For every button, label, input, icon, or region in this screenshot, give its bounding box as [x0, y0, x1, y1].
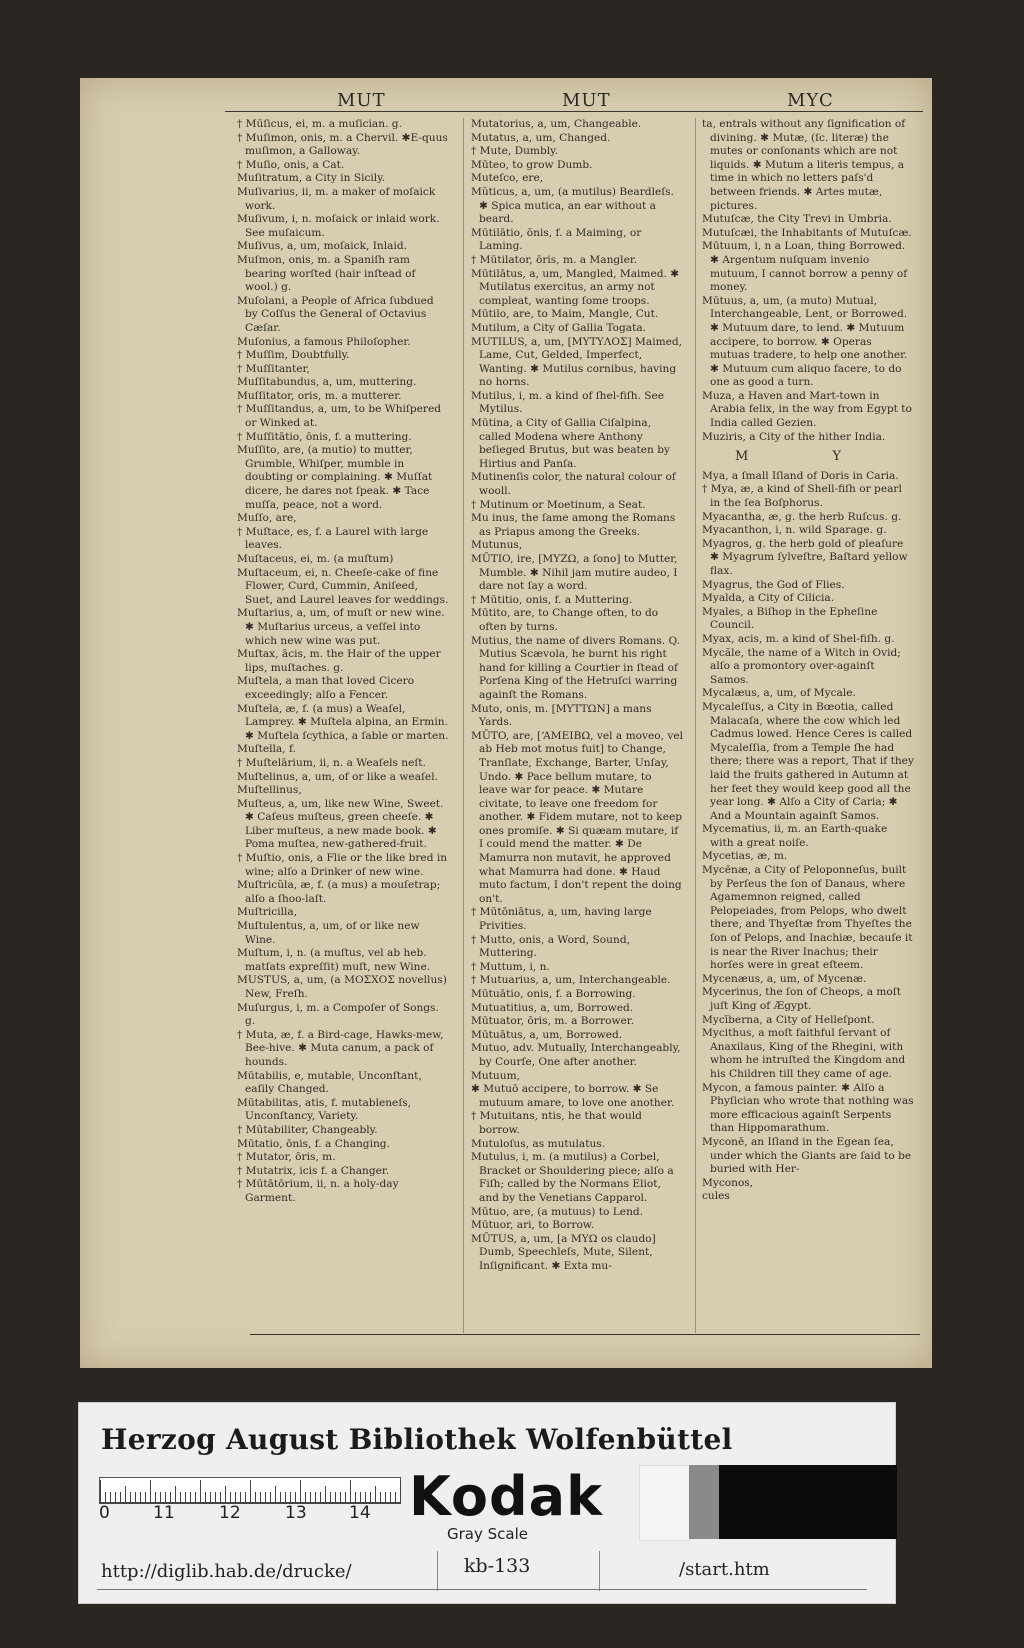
- ruler-tick: [375, 1486, 376, 1502]
- ruler-tick: [245, 1492, 246, 1502]
- ruler-tick: [215, 1492, 216, 1502]
- ruler-tick: [260, 1492, 261, 1502]
- ruler-tick: [105, 1492, 106, 1502]
- dictionary-entry: Muſtaceus, ei, m. (a muſtum): [237, 553, 394, 565]
- dictionary-entry: Mūtuus, a, um, (a muto) Mutual, Interchangeable, Lent, or Borrowed. ✱ Mutuum dare, to lend. ✱ Mutuum accipere, to borrow. ✱ Operas mutuas tradere, to help one another. ✱ Mutuum cum aliquo facere, to do one as good a turn.: [702, 294, 908, 389]
- dictionary-entry: Mūtabilitas, atis, f. mutableneſs, Unconſtancy, Variety.: [237, 1096, 412, 1123]
- color-target-card: [78, 1402, 896, 1604]
- dictionary-entry: Mūtilātio, ōnis, f. a Maiming, or Laming.: [471, 226, 642, 253]
- dictionary-entry: ta, entrals without any ſignification of divining. ✱ Mutæ, (ſc. literæ) the mutes or conſonants which are not liquids. ✱ Mutum a literis tempus, a time in which no letters paſs'd between friends. ✱ Artes mutæ, pictures.: [702, 118, 906, 212]
- dictionary-entry: Muſtella, f.: [237, 743, 296, 756]
- dictionary-entry: Mūtuātus, a, um, Borrowed.: [471, 1028, 623, 1041]
- ruler-tick: [160, 1492, 161, 1502]
- running-head-right: MYC: [787, 90, 834, 111]
- dictionary-entry: Mutatorius, a, um, Changeable.: [471, 118, 642, 130]
- gray-patch-black: [719, 1465, 897, 1539]
- dictionary-entry: † Mutto, onis, a Word, Sound, Muttering.: [471, 933, 630, 960]
- dictionary-entry: Muſteus, a, um, like new Wine, Sweet. ✱ Caſeus muſteus, green cheeſe. ✱ Liber muſteus, a new made book. ✱ Poma muſtea, new-gathered-fruit.: [237, 797, 444, 851]
- ruler-tick: [195, 1492, 196, 1502]
- dictionary-entry: Mutius, the name of divers Romans. Q. Mutius Scævola, he burnt his right hand for killing a Courtier in ſtead of Porſena King of the Hetruſci warring againſt the Romans.: [471, 634, 681, 701]
- dictionary-entry: Muſtricilla,: [237, 906, 298, 919]
- dictionary-entry: Muſmon, onis, m. a Spaniſh ram bearing worſted (hair inſtead of wool.) g.: [237, 253, 416, 294]
- dictionary-entry: Mutinenſis color, the natural colour of wooll.: [471, 471, 676, 498]
- dictionary-entry: Mu inus, the ſame among the Romans as Priapus among the Greeks.: [471, 512, 676, 538]
- dictionary-entry: Muſtelinus, a, um, of or like a weaſel.: [237, 770, 438, 783]
- dictionary-entry: Muſtellinus,: [237, 784, 302, 797]
- dictionary-entry: Myax, acis, m. a kind of Shel-fiſh. g.: [702, 632, 895, 645]
- dictionary-entry: † Muſſitandus, a, um, to be Whiſpered or Winked at.: [237, 403, 441, 430]
- dictionary-entry: † Mya, æ, a kind of Shell-fiſh or pearl in the ſea Boſphorus.: [702, 483, 902, 510]
- dictionary-entry: † Muſſitātio, ōnis, f. a muttering.: [237, 430, 412, 443]
- ruler-tick: [225, 1486, 226, 1502]
- dictionary-entry: Mūtabilis, e, mutable, Unconſtant, eaſily Changed.: [237, 1069, 422, 1096]
- ruler-tick: [290, 1492, 291, 1502]
- ruler-tick: [340, 1492, 341, 1502]
- dictionary-entry: ✱ Mutuō accipere, to borrow. ✱ Se mutuum amare, to love one another.: [471, 1083, 675, 1109]
- dictionary-entry: Muſſito, are, (a mutio) to mutter, Grumble, Whiſper, mumble in doubting or complaining. ✱ Muſſat dicere, he dares not ſpeak. ✱ Tace muſſa, peace, not a word.: [237, 444, 433, 511]
- dictionary-entry: Muſſo, are,: [237, 512, 297, 525]
- gray-patch-mid: [689, 1465, 719, 1539]
- dictionary-entry: Mutilus, i, m. a kind of ſhel-fiſh. See Mytilus.: [471, 389, 665, 416]
- ruler-tick: [325, 1486, 326, 1502]
- dictionary-entry: Mycenæus, a, um, of Mycenæ.: [702, 972, 867, 985]
- dictionary-entry: Mycaleſſus, a City in Bœotia, called Malacaſa, where the cow which led Cadmus lowed. Hence Ceres is called Mycaleſſia, from a Temple ſhe had there; there was a report, That if they laid the fruits gathered in Autumn at her feet they would keep good all the year long. ✱ Alſo a City of Caria; ✱ And a Mountain againſt Samos.: [702, 700, 914, 822]
- ruler-tick: [345, 1492, 346, 1502]
- dictionary-entry: † Mutuitans, ntis, he that would borrow.: [471, 1110, 642, 1136]
- section-heading: M Y: [734, 449, 882, 465]
- footer-rule: [250, 1334, 920, 1335]
- ruler-tick: [250, 1480, 251, 1502]
- dictionary-entry: Mycon, a famous painter. ✱ Alſo a Phyſician who wrote that nothing was more efficacious againſt Serpents than Hippomarathum.: [702, 1081, 914, 1135]
- ruler-tick: [125, 1486, 126, 1502]
- dictionary-entry: Mūteo, to grow Dumb.: [471, 158, 593, 171]
- dictionary-entry: † Mūſicus, ei, m. a muſician. g.: [237, 118, 402, 130]
- dictionary-entry: Myconos,: [702, 1176, 754, 1189]
- dictionary-entry: Myacantha, æ, g. the herb Ruſcus. g.: [702, 510, 902, 523]
- dictionary-entry: † Muſſitanter,: [237, 362, 310, 375]
- ruler-label: 12: [219, 1503, 241, 1523]
- dictionary-entry: Myconē, an Iſland in the Egean ſea, under which the Giants are ſaid to be buried with Her-: [702, 1135, 912, 1176]
- dictionary-entry: † Muſtio, onis, a Flie or the like bred in wine; alſo a Drinker of new wine.: [237, 852, 448, 878]
- ruler-tick: [155, 1492, 156, 1502]
- dictionary-entry: Muſolani, a People of Africa ſubdued by Coſſus the General of Octavius Cæſar.: [237, 294, 434, 334]
- scan-code: kb-133: [464, 1555, 531, 1577]
- ruler-tick: [305, 1492, 306, 1502]
- ruler-tick: [365, 1492, 366, 1502]
- dictionary-entry: † Muſtelārium, ii, n. a Weaſels neſt.: [237, 756, 426, 769]
- ruler-tick: [145, 1492, 146, 1502]
- gray-patch-white: [639, 1465, 691, 1541]
- dictionary-entry: Mutuſcæi, the Inhabitants of Mutuſcæ.: [702, 226, 912, 239]
- ruler-tick: [295, 1492, 296, 1502]
- ruler-tick: [330, 1492, 331, 1502]
- ruler-tick: [220, 1492, 221, 1502]
- ruler-tick: [180, 1492, 181, 1502]
- dictionary-entry: Muſſitator, oris, m. a mutterer.: [237, 389, 402, 402]
- dictionary-entry: Muſtulentus, a, um, of or like new Wine.: [237, 920, 420, 946]
- ruler-tick: [190, 1492, 191, 1502]
- dictionary-entry: MUTILUS, a, um, [MΥΤΥΛΟΣ] Maimed, Lame, Cut, Gelded, Imperfect, Wanting. ✱ Mutilus cornibus, having no horns.: [471, 335, 683, 389]
- gray-scale-label: Gray Scale: [447, 1525, 528, 1543]
- ruler-tick: [280, 1492, 281, 1502]
- ruler-tick: [265, 1492, 266, 1502]
- dictionary-entry: Mycēnæ, a City of Peloponneſus, built by Perſeus the ſon of Danaus, where Agamemnon reigned, called Pelopeiades, from Pelops, who dwelt there, and Thyeſtæ from Thyeſtes the ſon of Pelops, and Inachiæ, becauſe it is near the River Inachus; their horſes were in great eſteem.: [702, 864, 913, 972]
- ruler-tick: [275, 1486, 276, 1502]
- dictionary-entry: † Muttum, i, n.: [471, 960, 550, 973]
- dictionary-entry: Mūtuator, ōris, m. a Borrower.: [471, 1015, 635, 1028]
- dictionary-entry: Muſurgus, i, m. a Compoſer of Songs. g.: [237, 1001, 439, 1028]
- dictionary-entry: Myalda, a City of Cilicia.: [702, 592, 835, 605]
- header-rule: [225, 111, 923, 112]
- dictionary-entry: Mycematius, ii, m. an Earth-quake with a great noiſe.: [702, 823, 888, 849]
- ruler-tick: [120, 1492, 121, 1502]
- dictionary-entry: Muſitratum, a City in Sicily.: [237, 172, 386, 185]
- scale-ruler: [99, 1477, 399, 1521]
- dictionary-entry: † Mūtilator, ōris, m. a Mangler.: [471, 253, 638, 266]
- ruler-tick: [355, 1492, 356, 1502]
- ruler-ticks: [99, 1477, 401, 1504]
- dictionary-entry: Mycetias, æ, m.: [702, 850, 788, 863]
- ruler-tick: [235, 1492, 236, 1502]
- dictionary-entry: Mutunus,: [471, 539, 523, 552]
- ruler-labels: [99, 1503, 419, 1523]
- card-separator: [599, 1551, 600, 1591]
- ruler-tick: [300, 1480, 301, 1502]
- dictionary-entry: Mutuatitius, a, um, Borrowed.: [471, 1001, 634, 1014]
- dictionary-entry: † Mutinum or Moetinum, a Seat.: [471, 498, 646, 511]
- start-path: /start.htm: [679, 1559, 770, 1580]
- ruler-tick: [200, 1480, 201, 1502]
- dictionary-entry: Muteſco, ere,: [471, 172, 544, 185]
- dictionary-entry: MŪTO, are, [‘AMEIBΩ, vel a moveo, vel ab Heb mot motus fuit] to Change, Tranſlate, Exchange, Barter, Unſay, Undo. ✱ Pace bellum mutare, to leave war for peace. ✱ Mutare civitate, to leave one freedom for another. ✱ Fidem mutare, not to keep ones promiſe. ✱ Si quæam mutare, if I could mend the matter. ✱ De Mamurra non mutavit, he approved what Mamurra had done. ✱ Haud muto factum, I don't repent the doing on't.: [471, 729, 683, 905]
- dictionary-entry: † Mūtitio, onis, f. a Muttering.: [471, 593, 633, 606]
- ruler-tick: [380, 1492, 381, 1502]
- dictionary-entry: Mutuloſus, as mutulatus.: [471, 1137, 606, 1150]
- dictionary-entry: † Mūtōniātus, a, um, having large Privities.: [471, 906, 652, 933]
- dictionary-entry: cules: [702, 1190, 730, 1203]
- dictionary-entry: Mŭticus, a, um, (a mutilus) Beardleſs. ✱ Spica mutica, an ear without a beard.: [471, 185, 674, 226]
- dictionary-entry: Mūtilātus, a, um, Mangled, Maimed. ✱ Mutilatus exercitus, an army not compleat, wanting ſome troops.: [471, 267, 680, 307]
- url-underline: [97, 1589, 867, 1590]
- dictionary-entry: Mutatus, a, um, Changed.: [471, 131, 611, 144]
- dictionary-entry: Myales, a Biſhop in the Epheſine Council.: [702, 605, 878, 632]
- dictionary-entry: Mūtina, a City of Gallia Ciſalpina, called Modena where Anthony beſieged Brutus, but was beaten by Hirtius and Panſa.: [471, 417, 671, 470]
- dictionary-entry: Muza, a Haven and Mart-town in Arabia felix, in the way from Egypt to India called Gezien.: [702, 389, 912, 430]
- ruler-tick: [230, 1492, 231, 1502]
- ruler-tick: [315, 1492, 316, 1502]
- ruler-tick: [350, 1480, 351, 1502]
- dictionary-column-2: [471, 118, 683, 1328]
- ruler-tick: [335, 1492, 336, 1502]
- dictionary-entry: Mya, a ſmall Iſland of Doris in Caria.: [702, 469, 899, 482]
- dictionary-entry: † Muſſim, Doubtfully.: [237, 349, 350, 362]
- card-separator: [437, 1551, 438, 1591]
- ruler-tick: [370, 1492, 371, 1502]
- ruler-label: 11: [153, 1503, 175, 1523]
- running-head-center: MUT: [562, 90, 611, 111]
- ruler-tick: [165, 1492, 166, 1502]
- dictionary-entry: Muſtum, i, n. (a muſtus, vel ab heb. matſats expreſſit) muſt, new Wine.: [237, 947, 431, 973]
- dictionary-entry: Mūtuo, are, (a mutuus) to Lend.: [471, 1205, 644, 1218]
- library-title: Herzog August Bibliothek Wolfenbüttel: [101, 1423, 733, 1456]
- ruler-tick: [115, 1492, 116, 1502]
- dictionary-entry: Muſtarius, a, um, of muſt or new wine. ✱ Muſtarius urceus, a veſſel into which new wine was put.: [237, 607, 445, 647]
- ruler-tick: [390, 1492, 391, 1502]
- ruler-tick: [310, 1492, 311, 1502]
- dictionary-entry: † Mute, Dumbly.: [471, 145, 559, 158]
- dictionary-entry: Mycīberna, a City of Helleſpont.: [702, 1013, 875, 1026]
- dictionary-entry: Mūtuum, i, n a Loan, thing Borrowed. ✱ Argentum nuſquam invenio mutuum, I cannot borrow a penny of money.: [702, 240, 908, 294]
- dictionary-entry: Mycerinus, the ſon of Cheops, a moſt juſt King of Ægypt.: [702, 986, 901, 1012]
- dictionary-entry: MŪTIO, ire, [MΥΖΩ, a ſono] to Mutter, Mumble. ✱ Nihil jam mutire audeo, I dare not ſay a word.: [471, 553, 678, 593]
- dictionary-entry: Muſtricŭla, æ, f. (a mus) a mouſetrap; alſo a ſhoo-laſt.: [237, 879, 441, 905]
- dictionary-entry: Myagros, g. the herb gold of pleaſure ✱ Myagrum ſylveſtre, Baſtard yellow flax.: [702, 537, 908, 577]
- dictionary-entry: Myagrus, the God of Flies.: [702, 578, 845, 591]
- dictionary-entry: Muſtax, ācis, m. the Hair of the upper lips, muſtaches. g.: [237, 648, 441, 674]
- dictionary-entry: Myacanthon, i, n. wild Sparage. g.: [702, 524, 887, 537]
- dictionary-entry: MŪTUS, a, um, [a MΥΩ os claudo] Dumb, Speechleſs, Mute, Silent, Inſignificant. ✱ Exta mu-: [471, 1232, 656, 1272]
- dictionary-column-1: [237, 118, 449, 1328]
- ruler-tick: [100, 1480, 101, 1502]
- dictionary-entry: Mūtilo, are, to Maim, Mangle, Cut.: [471, 308, 659, 321]
- ruler-label: 0: [99, 1503, 110, 1523]
- dictionary-entry: Muſſitabundus, a, um, muttering.: [237, 376, 417, 389]
- dictionary-entry: Muſivus, a, um, moſaick, Inlaid.: [237, 240, 407, 253]
- dictionary-entry: Mutuo, adv. Mutually, Interchangeably, by Courſe, One after another.: [471, 1042, 681, 1068]
- dictionary-entry: Muſtela, æ, f. (a mus) a Weaſel, Lamprey. ✱ Muſtela alpina, an Ermin. ✱ Muſtela ſcythica, a ſable or marten.: [237, 702, 449, 742]
- dictionary-entry: Muſtela, a man that loved Cicero exceedingly; alſo a Fencer.: [237, 675, 415, 701]
- ruler-tick: [385, 1492, 386, 1502]
- dictionary-entry: † Muſtace, es, f. a Laurel with large leaves.: [237, 525, 429, 552]
- ruler-tick: [170, 1492, 171, 1502]
- dictionary-entry: † Mūtabiliter, Changeably.: [237, 1123, 378, 1136]
- ruler-tick: [135, 1492, 136, 1502]
- ruler-tick: [175, 1486, 176, 1502]
- dictionary-entry: Muſivum, i, n. moſaick or inlaid work. See muſaicum.: [237, 213, 440, 239]
- dictionary-entry: Mutulus, i, m. (a mutilus) a Corbel, Bracket or Shouldering piece; alſo a Fiſh; called by the Normans Eliot, and by the Venetians Capparol.: [471, 1151, 674, 1204]
- ruler-tick: [320, 1492, 321, 1502]
- dictionary-entry: Mūtatio, ōnis, f. a Changing.: [237, 1137, 390, 1150]
- dictionary-entry: † Mūtātōrium, ii, n. a holy-day Garment.: [237, 1178, 399, 1204]
- dictionary-entry: Mūtuor, ari, to Borrow.: [471, 1219, 595, 1232]
- ruler-tick: [240, 1492, 241, 1502]
- dictionary-entry: Mycalæus, a, um, of Mycale.: [702, 687, 856, 700]
- ruler-tick: [255, 1492, 256, 1502]
- ruler-tick: [110, 1492, 111, 1502]
- ruler-tick: [140, 1492, 141, 1502]
- dictionary-entry: Muſivarius, ii, m. a maker of moſaick work.: [237, 185, 436, 212]
- ruler-tick: [400, 1480, 401, 1502]
- dictionary-entry: † Muſimon, onis, m. a Chervil. ✱E-quus muſimon, a Galloway.: [237, 131, 448, 158]
- dictionary-entry: Mutuſcæ, the City Trevi in Umbria.: [702, 213, 892, 226]
- ruler-tick: [285, 1492, 286, 1502]
- dictionary-entry: † Muſio, onis, a Cat.: [237, 158, 345, 171]
- ruler-tick: [130, 1492, 131, 1502]
- ruler-tick: [185, 1492, 186, 1502]
- dictionary-entry: MUSTUS, a, um, (a MOΣΧΟΣ novellus) New, Freſh.: [237, 974, 447, 1000]
- kodak-logo: Kodak: [409, 1465, 603, 1528]
- dictionary-entry: Mycithus, a moſt faithful ſervant of Anaxilaus, King of the Rhegini, with whom he intruſted the Kingdom and his Children till they came of age.: [702, 1027, 906, 1080]
- dictionary-entry: Mūtuātio, onis, f. a Borrowing.: [471, 988, 636, 1000]
- dictionary-entry: Muto, onis, m. [MΥΤΤΩΝ] a mans Yards.: [471, 702, 652, 729]
- ruler-tick: [395, 1492, 396, 1502]
- dictionary-entry: Mutuum,: [471, 1069, 520, 1082]
- ruler-label: 13: [285, 1503, 307, 1523]
- running-head-left: MUT: [337, 90, 386, 111]
- column-divider: [463, 118, 464, 1333]
- dictionary-entry: Muſonius, a famous Philoſopher.: [237, 335, 411, 348]
- ruler-tick: [210, 1492, 211, 1502]
- library-url: http://diglib.hab.de/drucke/: [101, 1561, 352, 1582]
- dictionary-entry: † Mutator, ōris, m.: [237, 1151, 336, 1164]
- ruler-label: 14: [349, 1503, 371, 1523]
- dictionary-entry: Muſtaceum, ei, n. Cheeſe-cake of fine Flower, Curd, Cummin, Aniſeed, Suet, and Laurel leaves for weddings.: [237, 566, 449, 606]
- dictionary-entry: Mycăle, the name of a Witch in Ovid; alſo a promontory over-againſt Samos.: [702, 646, 901, 686]
- ruler-tick: [205, 1492, 206, 1502]
- dictionary-entry: † Mutuarius, a, um, Interchangeable.: [471, 974, 671, 987]
- dictionary-entry: Mūtito, are, to Change often, to do often by turns.: [471, 607, 659, 633]
- dictionary-entry: Muziris, a City of the hither India.: [702, 430, 886, 443]
- ruler-tick: [360, 1492, 361, 1502]
- ruler-tick: [270, 1492, 271, 1502]
- ruler-tick: [150, 1480, 151, 1502]
- column-divider: [695, 118, 696, 1333]
- dictionary-entry: Mutilum, a City of Gallia Togata.: [471, 321, 647, 334]
- dictionary-entry: † Mutatrix, icis f. a Changer.: [237, 1164, 390, 1177]
- dictionary-entry: † Muta, æ, f. a Bird-cage, Hawks-mew, Bee-hive. ✱ Muta canum, a pack of hounds.: [237, 1028, 444, 1068]
- dictionary-column-3: [702, 118, 914, 1328]
